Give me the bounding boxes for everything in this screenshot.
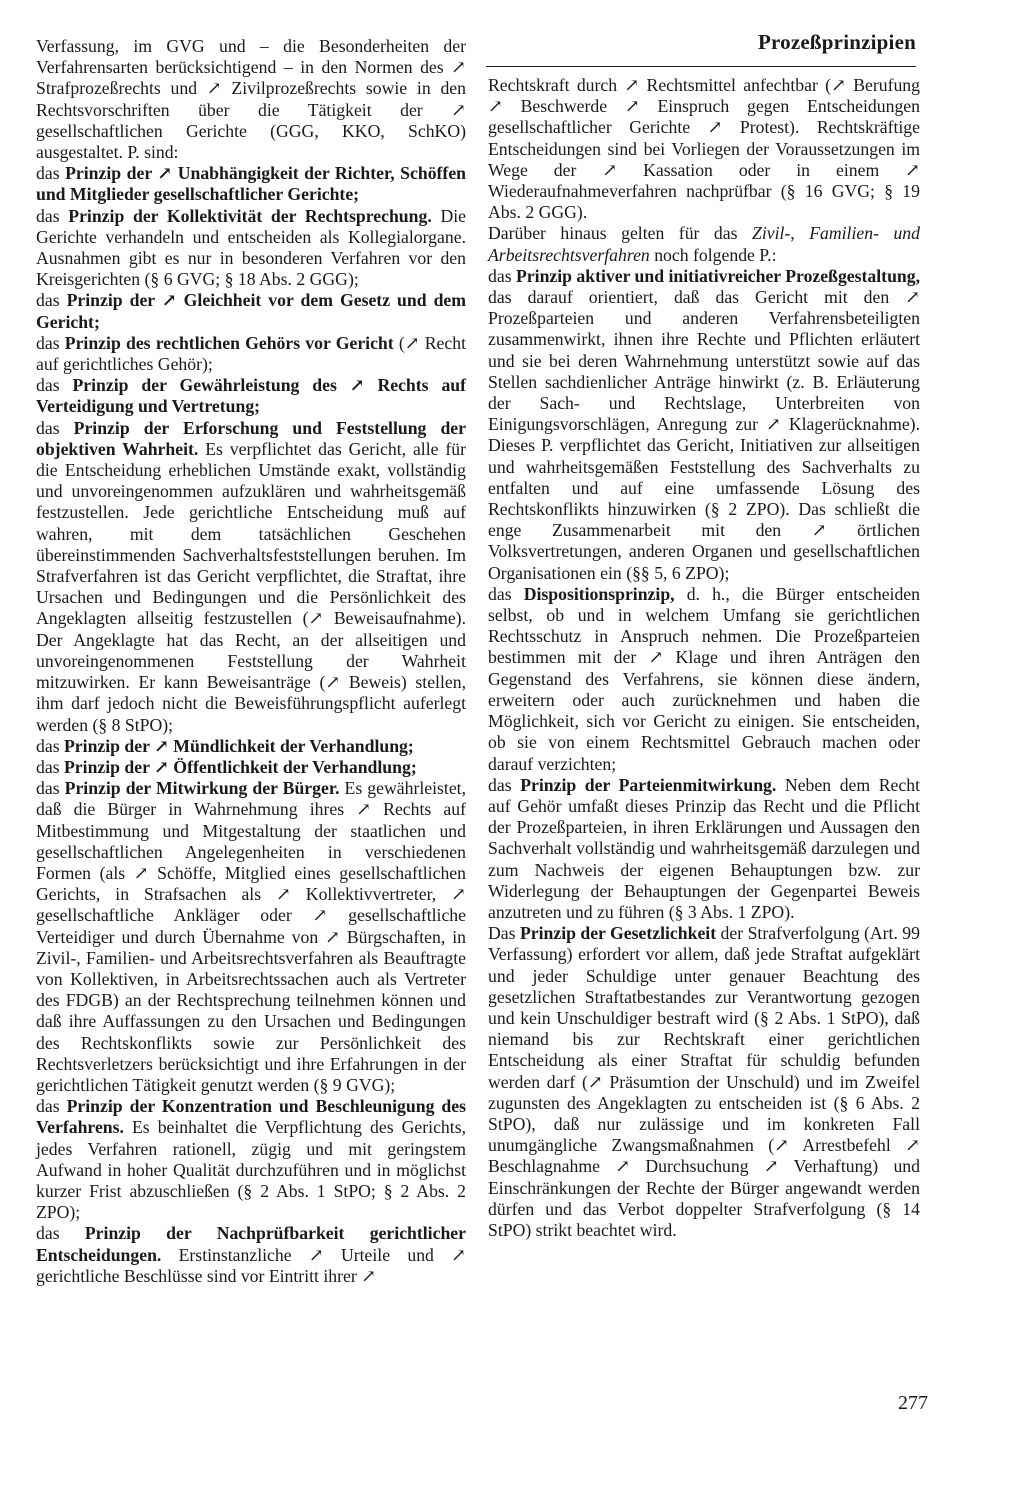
left-column [36,36,466,1287]
paragraph [36,778,466,1096]
paragraph [36,375,466,417]
paragraph [36,333,466,375]
right-column [488,75,920,1241]
text-run: Darüber hinaus gelten für das [488,223,752,244]
paragraph [36,736,466,757]
bold-term: Prinzip der Parteienmitwirkung. [520,774,777,795]
text-run: das [36,375,73,396]
text-run: das [36,735,64,756]
bold-term: Dispositionsprinzip, [523,583,675,604]
bold-term: Prinzip der Erforschung und Feststellung der objektiven Wahrheit. [36,417,467,459]
text-run: Erstinstanzliche ↗ Urteile und ↗ gerichtliche Beschlüsse sind vor Eintritt ihrer ↗ [36,1244,466,1286]
text-run: Die Gerichte verhandeln und entscheiden als Kollegialorgane. Ausnahmen gibt es nur in besonderen Verfahren vor den Kreisgerichten (§ 6 GVG; § 18 Abs. 2 GGG); [36,205,467,290]
text-run: Es beinhaltet die Verpflichtung des Gerichts, jedes Verfahren rationell, zügig und mit geringstem Aufwand in hoher Qualität durchzuführen und in möglichst kurzer Frist abzuschließen (§ 2 Abs. 1 StPO; § 2 Abs. 2 ZPO); [36,1117,466,1223]
bold-term: Prinzip der ↗ Mündlichkeit der Verhandlung; [64,735,414,756]
text-run: das [36,756,64,777]
paragraph [36,290,466,332]
running-head: Prozeßprinzipien [758,30,916,54]
bold-term: Prinzip der ↗ Gleichheit vor dem Gesetz und dem Gericht; [36,290,466,332]
text-run: das [36,1223,85,1244]
page-number: 277 [898,1392,928,1414]
paragraph [36,206,466,291]
text-run: (↗ Recht auf gerichtliches Gehör); [36,332,467,375]
paragraph [488,923,920,1241]
text-run: das [488,774,521,795]
text-run: das [36,290,67,311]
text-run: das [36,778,65,799]
italic-term: Zivil-, Familien- und Arbeitsrechtsverfahren [488,223,920,265]
text-run: das [36,205,69,226]
paragraph [488,775,920,923]
paragraph [488,584,920,775]
bold-term: Prinzip der Kollektivität der Rechtsprechung. [68,205,432,226]
bold-term: Prinzip der Gesetzlichkeit [519,923,717,944]
bold-term: Prinzip der Gewährleistung des ↗ Rechts auf Verteidigung und Vertretung; [36,375,467,417]
text-run: das [488,265,516,286]
text-run: das [36,332,65,353]
paragraph [36,163,466,205]
paragraph [488,266,920,584]
text-run: das [488,583,524,604]
bold-term: Prinzip aktiver und initiativreicher Prozeßgestaltung, [516,265,921,286]
paragraph [488,223,920,265]
text-run: das [36,163,66,184]
text-run: der Strafverfolgung (Art. 99 Verfassung) erfordert vor allem, daß jede Straftat aufgeklärt und jeder Schuldige unter genauer Beachtung des gesetzlichen Straftatbestandes zur Verantwortung gezogen und kein Unschuldiger bestraft wird (§ 2 Abs. 1 StPO), daß niemand bis zur Rechtskraft einer gerichtlichen Entscheidung als einer Straftat für schuldig befunden werden darf (↗ Präsumtion der Unschuld) und im Zweifel zugunsten des Angeklagten zu entscheiden ist (§ 6 Abs. 2 StPO), daß nur zulässige und im konkreten Fall unumgängliche Zwangsmaßnahmen (↗ Arrestbefehl ↗ Beschlagnahme ↗ Durchsuchung ↗ Verhaftung) und Einschränkungen der Rechte der Bürger angewandt werden dürfen und das Verbot doppelter Strafverfolgung (§ 14 StPO) strikt beachtet wird. [488,923,920,1240]
paragraph [36,1223,466,1287]
text-run: das darauf orientiert, daß das Gericht mit den ↗ Prozeßparteien und anderen Verfahrensbeteiligten zusammenwirkt, ihnen ihre Rechte und Pflichten erläutert und sie bei deren Wahrnehmung unterstützt sowie auf das Stellen sachdienlicher Anträge hinwirkt (z. B. Erläuterung der Sach- und Rechtslage, Unterbreiten von Einigungsvorschlägen, Anregung zur ↗ Klagerücknahme). Dieses P. verpflichtet das Gericht, Initiativen zur allseitigen und wahrheitsgemäßen Feststellung des Sachverhalts zu entfalten und auf eine umfassende Lösung des Rechtskonflikts hinzuwirken (§ 2 ZPO). Das schließt die enge Zusammenarbeit mit den ↗ örtlichen Volksvertretungen, anderen Organen und gesellschaftlichen Organisationen ein (§§ 5, 6 ZPO); [488,287,920,583]
text-run: noch folgende P.: [649,244,777,265]
bold-term: Prinzip der Mitwirkung der Bürger. [64,778,340,799]
paragraph [36,418,466,736]
paragraph [36,1096,466,1223]
text-run: Es verpflichtet das Gericht, alle für die Entscheidung erheblichen Umstände exakt, vollständig und unvoreingenommen aufzuklären und wahrheitsgemäß festzustellen. Jede gerichtliche Entscheidung muß auf wahren, mit dem tatsächlichen Geschehen übereinstimmenden Sachverhaltsfeststellungen beruhen. Im Strafverfahren ist das Gericht verpflichtet, die Straftat, ihre Ursachen und Bedingungen und die Persönlichkeit des Angeklagten allseitig festzustellen (↗ Beweisaufnahme). Der Angeklagte hat das Recht, an der allseitigen und unvoreingenommenen Feststellung der Wahrheit mitzuwirken. Er kann Beweisanträge (↗ Beweis) stellen, ihm darf jedoch nicht die Beweisführungspflicht auferlegt werden (§ 8 StPO); [36,438,466,735]
bold-term: Prinzip der Konzentration und Beschleunigung des Verfahrens. [36,1096,466,1138]
text-run: das [36,417,74,438]
paragraph [36,36,466,163]
bold-term: Prinzip der Nachprüfbarkeit gerichtlicher Entscheidungen. [36,1223,466,1265]
bold-term: Prinzip der ↗ Öffentlichkeit der Verhandlung; [64,756,417,777]
text-run: Verfassung, im GVG und – die Besonderheiten der Verfahrensarten berücksichtigend – in den Normen des ↗ Strafprozeßrechts und ↗ Zivilprozeßrechts sowie in den Rechtsvorschriften über die Tätigkeit der ↗ gesellschaftlichen Gerichte (GGG, KKO, SchKO) ausgestaltet. P. sind: [36,36,466,163]
header-rule [486,66,916,67]
text-run: Rechtskraft durch ↗ Rechtsmittel anfechtbar (↗ Berufung ↗ Beschwerde ↗ Einspruch gegen Entscheidungen gesellschaftlicher Gerichte ↗ Protest). Rechtskräftige Entscheidungen sind bei Vorliegen der Voraussetzungen im Wege der ↗ Kassation oder in einem ↗ Wiederaufnahmeverfahren nachprüfbar (§ 16 GVG; § 19 Abs. 2 GGG). [488,75,920,223]
paragraph [488,75,920,223]
bold-term: Prinzip der ↗ Unabhängigkeit der Richter, Schöffen und Mitglieder gesellschaftlicher Gerichte; [36,163,467,205]
bold-term: Prinzip des rechtlichen Gehörs vor Gericht [64,332,394,353]
text-run: d. h., die Bürger entscheiden selbst, ob und in welchem Umfang sie gerichtlichen Rechtsschutz in Anspruch nehmen. Die Prozeßparteien bestimmen mit der ↗ Klage und ihren Anträgen den Gegenstand des Verfahrens, sie können diese ändern, erweitern oder auch zurücknehmen und haben die Möglichkeit, sich vor Gericht zu einigen. Sie entscheiden, ob sie von einem Rechtsmittel Gebrauch machen oder darauf verzichten; [488,583,920,774]
text-run: Das [488,923,520,944]
text-run: Es gewährleistet, daß die Bürger in Wahrnehmung ihres ↗ Rechts auf Mitbestimmung und Mitgestaltung der staatlichen und gesellschaftlichen Angelegenheiten in verschiedenen Formen (als ↗ Schöffe, Mitglied eines gesellschaftlichen Gerichts, in Strafsachen als ↗ Kollektivvertreter, ↗ gesellschaftliche Ankläger oder ↗ gesellschaftliche Verteidiger und durch Übernahme von ↗ Bürgschaften, in Zivil-, Familien- und Arbeitsrechtsverfahren als Beauftragte von Kollektiven, in Arbeitsrechtssachen auch als Vertreter des FDGB) an der Rechtsprechung teilnehmen können und daß ihre Auffassungen zu den Ursachen und Bedingungen des Rechtskonflikts sowie zur Persönlichkeit des Rechtsverletzers berücksichtigt und ihre Erfahrungen in der gerichtlichen Tätigkeit genutzt werden (§ 9 GVG); [36,778,467,1095]
text-run: das [36,1096,67,1117]
paragraph [36,757,466,778]
text-run: Neben dem Recht auf Gehör umfaßt dieses Prinzip das Recht und die Pflicht der Prozeßparteien, in ihren Erklärungen und Aussagen den Sachverhalt vollständig und wahrheitsgemäß darzulegen und zum Nachweis der eigenen Behauptungen bzw. zur Widerlegung der Behauptungen der Gegenpartei Beweis anzutreten und zu führen (§ 3 Abs. 1 ZPO). [488,774,921,922]
